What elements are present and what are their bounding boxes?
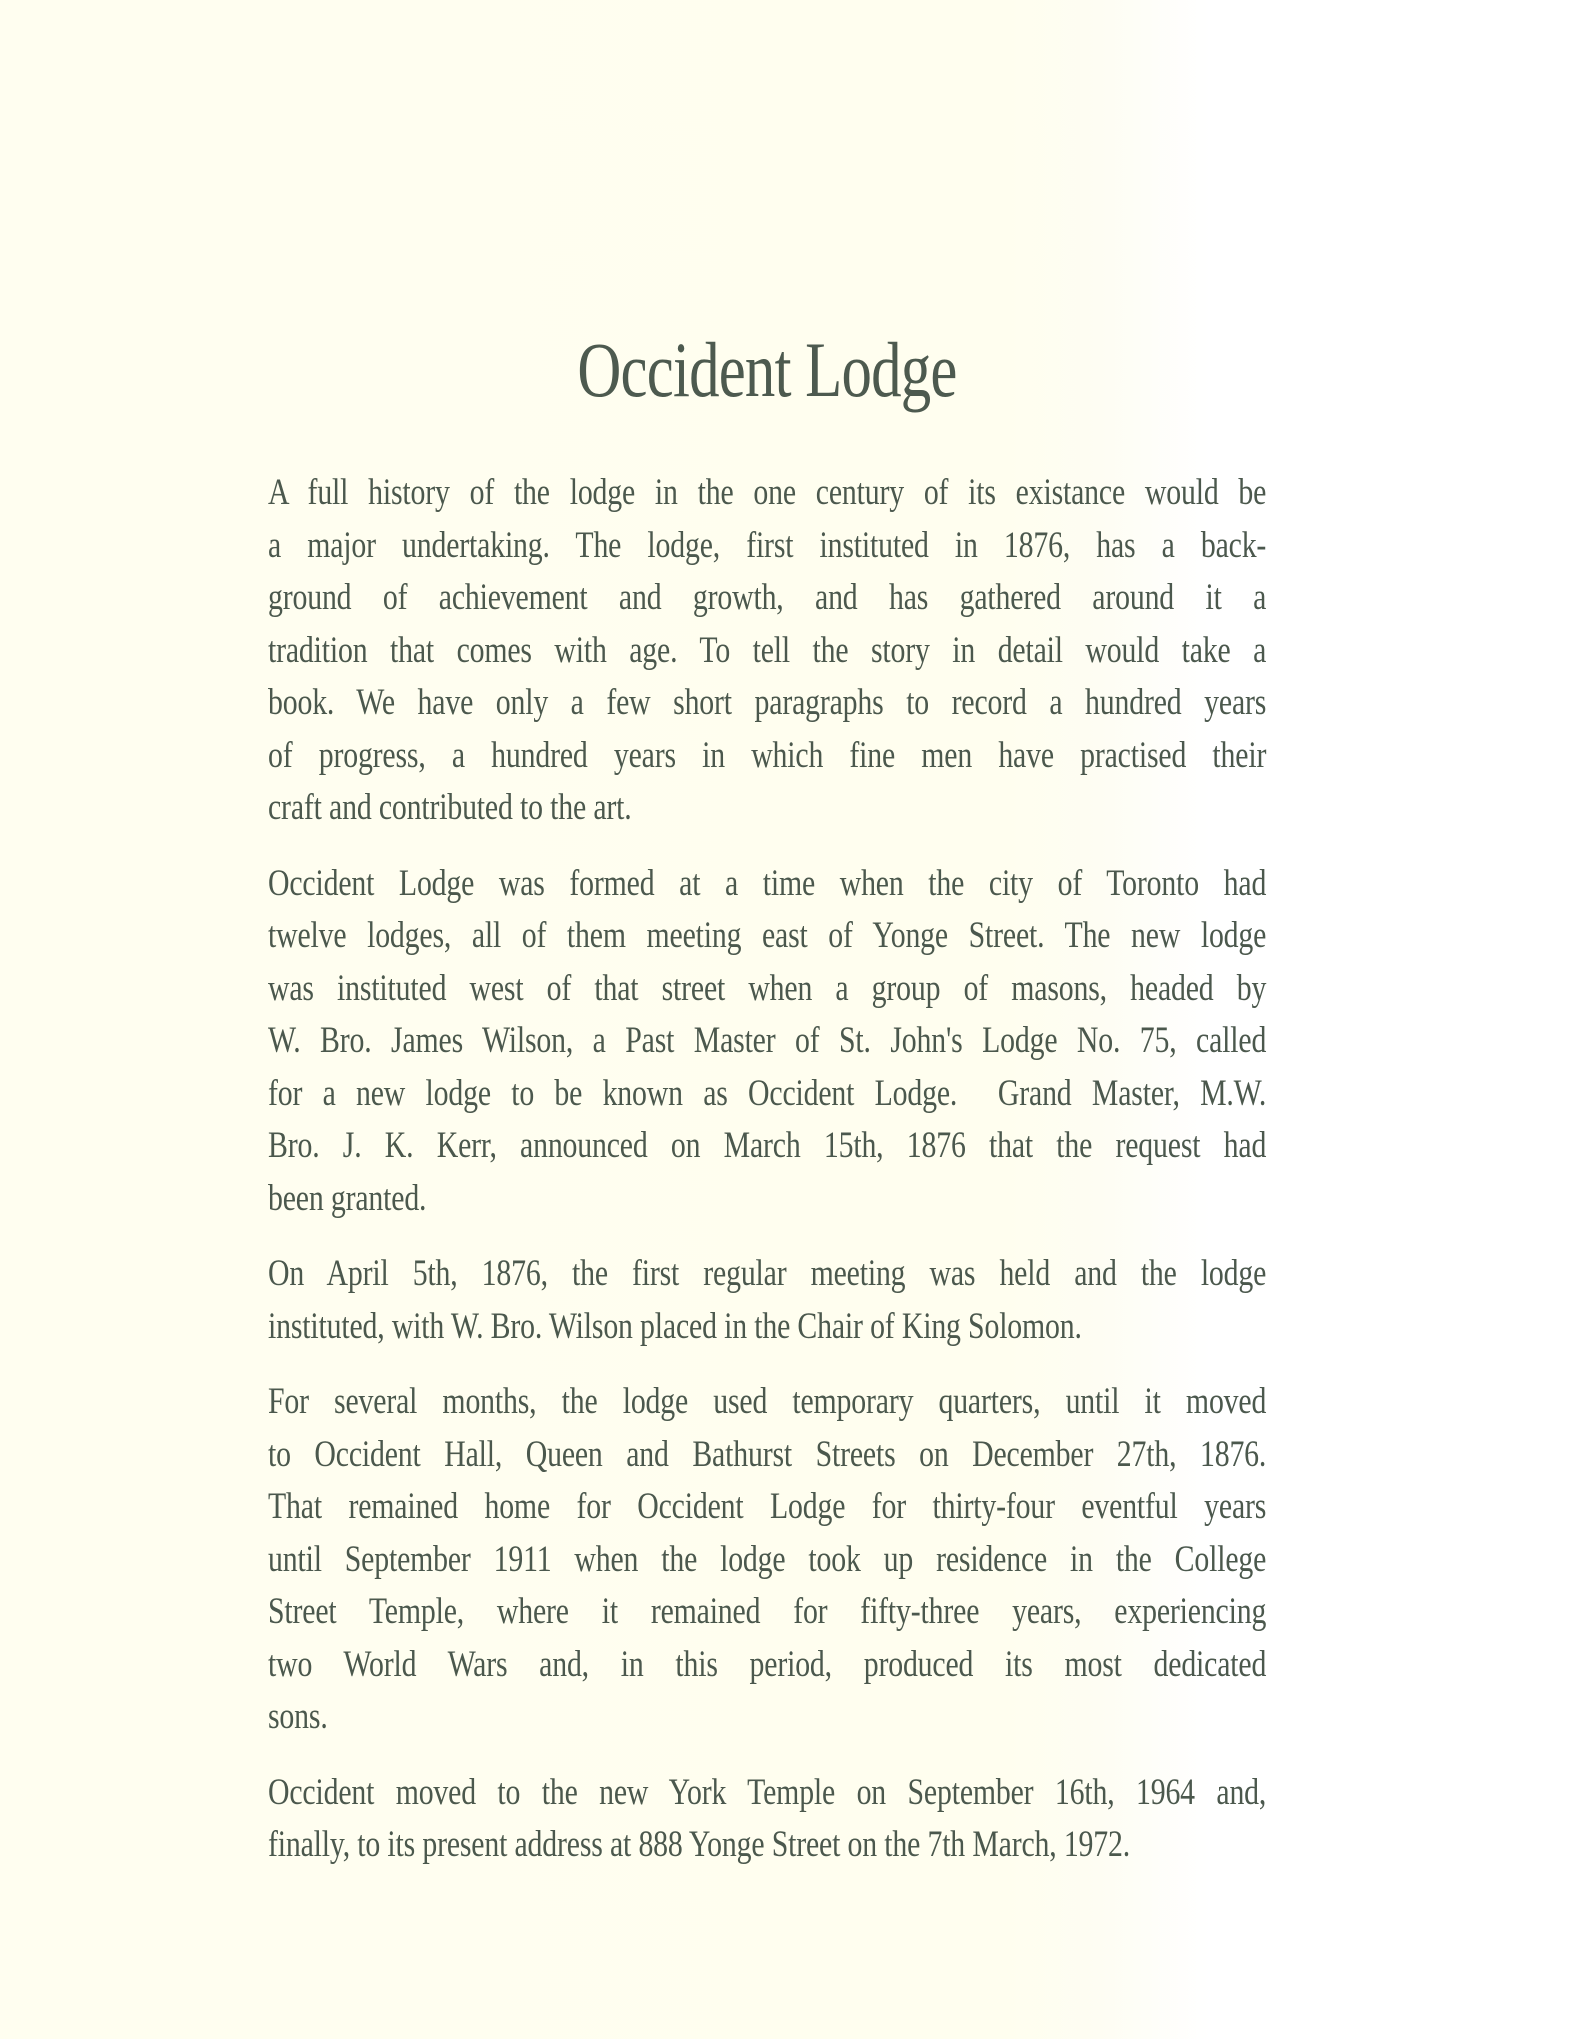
body-text [268, 467, 1266, 1895]
text-line: until September 1911 when the lodge took up residence in the College [268, 1538, 1267, 1580]
text-line: been granted. [268, 1177, 427, 1219]
text-line: On April 5th, 1876, the first regular meeting was held and the lodge [268, 1253, 1267, 1294]
text-line: two World Wars and, in this period, produced its most dedicated [268, 1643, 1267, 1685]
text-line: Occident moved to the new York Temple on September 16th, 1964 and, [268, 1771, 1267, 1813]
text-line: finally, to its present address at 888 Yonge Street on the 7th March, 1972. [268, 1824, 1131, 1865]
paragraph [268, 1376, 1266, 1744]
text-line: Bro. J. K. Kerr, announced on March 15th, 1876 that the request had [268, 1125, 1267, 1166]
paragraph [268, 467, 1266, 835]
text-line: to Occident Hall, Queen and Bathurst Streets on December 27th, 1876. [268, 1433, 1267, 1475]
paragraph [268, 1248, 1266, 1353]
paragraph [268, 1767, 1266, 1872]
text-line: ground of achievement and growth, and has gathered around it a [268, 577, 1267, 618]
text-line: for a new lodge to be known as Occident Lodge. Grand Master, M.W. [268, 1072, 1267, 1114]
text-line: For several months, the lodge used temporary quarters, until it moved [268, 1381, 1267, 1422]
paragraph [268, 858, 1266, 1226]
text-line: W. Bro. James Wilson, a Past Master of St. John's Lodge No. 75, called [268, 1020, 1267, 1061]
text-line: a major undertaking. The lodge, first instituted in 1876, has a back- [268, 524, 1267, 566]
page-title: Occident Lodge [577, 326, 957, 413]
text-line: craft and contributed to the art. [268, 787, 632, 828]
text-line: sons. [268, 1696, 328, 1737]
text-line: tradition that comes with age. To tell the story in detail would take a [268, 629, 1267, 671]
text-line: That remained home for Occident Lodge for thirty-four eventful years [268, 1486, 1267, 1527]
text-line: instituted, with W. Bro. Wilson placed in the Chair of King Solomon. [268, 1305, 1082, 1347]
text-line: Street Temple, where it remained for fifty-three years, experiencing [268, 1591, 1267, 1632]
text-line: twelve lodges, all of them meeting east of Yonge Street. The new lodge [268, 915, 1267, 956]
text-line: of progress, a hundred years in which fine men have practised their [268, 734, 1267, 776]
text-line: A full history of the lodge in the one century of its existance would be [268, 472, 1267, 513]
text-line: Occident Lodge was formed at a time when the city of Toronto had [268, 862, 1267, 904]
text-line: book. We have only a few short paragraphs to record a hundred years [268, 682, 1267, 723]
text-line: was instituted west of that street when a group of masons, headed by [268, 967, 1267, 1009]
